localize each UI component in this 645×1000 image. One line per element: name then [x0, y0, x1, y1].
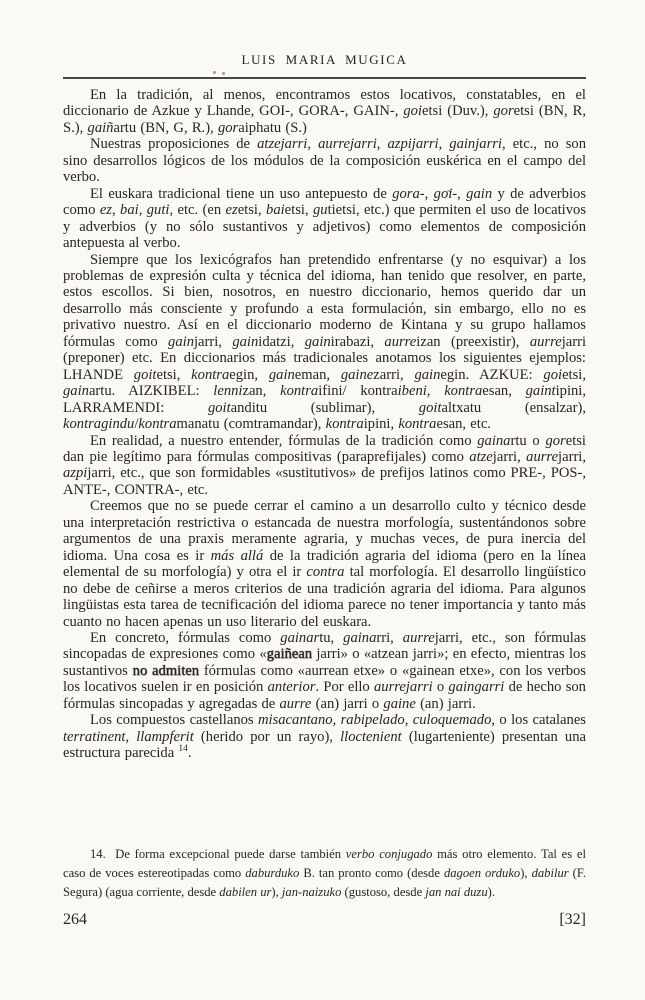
text-segment: (gustoso, desde [341, 885, 426, 899]
paragraph-creemos [63, 498, 586, 630]
text-segment: ipini, LARRAMENDI: [63, 383, 587, 416]
text-segment: . [187, 745, 192, 762]
text-segment: , [111, 202, 121, 219]
text-segment: (herido por un rayo), [193, 728, 341, 745]
text-segment: de hecho son fórmulas sincopadas y agregadas de [63, 679, 586, 712]
text-segment: gaint [525, 383, 556, 400]
text-segment: bai [120, 202, 139, 219]
paragraph-compuestos [63, 712, 586, 761]
text-segment: dabilen ur [219, 885, 272, 899]
text-segment: kontra [280, 383, 319, 400]
text-segment: gaingarri [448, 679, 505, 696]
text-segment: En concreto, fórmulas como [90, 629, 281, 646]
footnote-14 [63, 845, 586, 902]
text-segment: , [376, 136, 388, 153]
text-segment: ez [99, 202, 112, 219]
text-segment: bai [266, 202, 285, 219]
text-segment: goi [403, 103, 422, 120]
text-segment: verbo conjugado [345, 847, 433, 861]
text-segment: . Por ello [315, 679, 374, 696]
text-segment: llampferit [136, 728, 194, 745]
text-segment: kontra [325, 416, 364, 433]
text-segment: gainar [280, 629, 320, 646]
text-segment: manatu (comtramandar), [176, 416, 326, 433]
text-segment: eman, [294, 366, 341, 383]
text-segment: ifini/ kontra [318, 383, 398, 400]
text-segment: tal morfología. El desarrollo lingüístico no debe de ceñirse a meros criterios de una tradición agraria del idioma. Para algunos lingüistas esta tarea de tecnificación del idioma parece no tener importancia y tanto más cuanto no hacen apenas un uso literario del euskara. [63, 564, 586, 630]
paragraph-en-concreto [63, 630, 586, 712]
text-segment: jarri» o «atzean jarri»; en efecto, mientras los sustantivos [63, 646, 587, 679]
text-segment: , o los catalanes [491, 712, 586, 729]
text-segment: ), [271, 885, 282, 899]
text-segment: gaiñ [87, 119, 114, 136]
text-segment: 14. De forma excepcional puede darse también [90, 847, 346, 861]
text-segment: etsi, [156, 366, 192, 383]
text-segment: jarri (preponer) etc. En diccionarios más tradicionales anotamos los siguientes ejemplos: LHANDE [63, 333, 587, 383]
text-segment: gora- [392, 185, 425, 202]
page-body [63, 87, 586, 762]
text-segment: gor [217, 119, 239, 136]
text-segment: zarri, [373, 366, 415, 383]
text-segment: kontra [444, 383, 483, 400]
text-segment: idatzi, [258, 333, 305, 350]
text-segment: esan, [482, 383, 526, 400]
text-segment: rtu o [510, 432, 546, 449]
text-segment: aurrejarri [318, 136, 377, 153]
text-segment: gu [312, 202, 328, 219]
text-segment: , etc. (en [169, 202, 226, 219]
text-segment: esan, etc. [436, 416, 491, 433]
text-segment: (F. Segura) (agua corriente, desde [63, 866, 586, 899]
text-segment: , [424, 185, 434, 202]
text-segment: etsi dan pie legítimo para fórmulas compositivas (paraprefijales) como [63, 432, 586, 465]
text-segment: artu (BN, G, R.), [113, 119, 218, 136]
text-segment: ). [487, 885, 495, 899]
text-segment: goit [418, 399, 442, 416]
text-segment: etsi, [237, 202, 267, 219]
text-segment: aurrejarri [373, 679, 433, 696]
paragraph-lexicografos [63, 252, 586, 433]
text-segment: gain [304, 333, 331, 350]
text-segment: azpijarri [387, 136, 439, 153]
text-segment: anterior [267, 679, 316, 696]
text-segment: goi [543, 366, 563, 383]
text-segment: jarri, [558, 448, 587, 465]
text-segment: misacantano [257, 712, 333, 729]
footnote-block [63, 845, 586, 902]
text-segment: anditu (sublimar), [230, 399, 419, 416]
text-segment: fórmulas como «aurrean etxe» o «gainean etxe», con los verbos los locativos suelen ir en posición [63, 662, 586, 696]
text-segment: azpi [63, 465, 88, 482]
text-segment: gaine [383, 695, 416, 712]
text-segment: etsi, [284, 202, 313, 219]
text-segment: , [426, 383, 445, 400]
text-segment: goi- [433, 185, 458, 202]
paragraph-euskara-tradicional [63, 186, 586, 252]
text-segment: ipini, [363, 416, 399, 433]
text-segment: ibeni [397, 383, 427, 400]
text-segment: guti [146, 202, 170, 219]
text-segment: gainjarri [449, 136, 502, 153]
text-segment: gor [545, 432, 566, 449]
text-segment: terratinent [63, 728, 126, 745]
text-segment: atze [469, 448, 493, 465]
text-segment: atzejarri [257, 136, 308, 153]
text-segment: , [307, 136, 319, 153]
text-segment: jarri, etc., que son formidables «sustitutivos» de prefijos latinos como PRE-, POS-, ANTE-, CONTRA-, etc. [63, 465, 586, 498]
text-segment: gain [232, 333, 259, 350]
text-segment: lenni [213, 383, 243, 400]
text-segment: egin, [229, 366, 269, 383]
paragraph-en-realidad [63, 433, 586, 499]
text-segment: rri, [376, 629, 403, 646]
text-segment: no admiten [132, 662, 200, 679]
text-segment: de la tradición agraria del idioma (pero en la línea elemental de su morfología) y otra el ir [63, 547, 587, 581]
text-segment: gain [168, 333, 194, 350]
running-header [63, 52, 586, 68]
text-segment: lloctenient [340, 728, 402, 745]
text-segment: kontragindu [63, 416, 135, 433]
text-segment: izan (preexistir), [416, 333, 530, 350]
text-segment: jarri, [194, 333, 233, 350]
text-segment: goit [207, 399, 231, 416]
text-segment: gor [493, 103, 514, 120]
header-rule [63, 77, 586, 79]
text-segment: aurre [529, 333, 562, 350]
text-segment: contra [306, 564, 345, 581]
text-segment: aurre [279, 695, 312, 712]
text-segment: jarri, [492, 448, 527, 465]
page-number: 264 [63, 911, 87, 928]
page-footer [63, 911, 586, 929]
text-segment: , [125, 728, 137, 745]
paragraph-tradition-locatives [63, 87, 586, 136]
text-segment: artu. AIZKIBEL: [88, 383, 214, 400]
text-segment: El euskara tradicional tiene un uso antepuesto de [90, 185, 393, 202]
text-segment: irabazi, [330, 333, 385, 350]
text-segment: dagoen orduko [443, 866, 521, 880]
scan-artifact [222, 72, 225, 75]
text-segment: y de adverbios como [63, 185, 586, 219]
text-segment: aiphatu (S.) [238, 119, 307, 136]
text-segment: / [134, 416, 139, 433]
text-segment: gaiñean [266, 646, 313, 663]
text-segment: En la tradición, al menos, encontramos estos locativos, constatables, en el diccionario de Azkue y Lhande, GOI-, GORA-, GAIN-, [63, 87, 586, 120]
text-segment: , [138, 202, 147, 219]
text-segment: gain [414, 366, 441, 383]
running-header-title: LUIS MARIA MUGICA [241, 52, 408, 67]
text-segment: egin. AZKUE: [440, 366, 544, 383]
text-segment: altxatu (ensalzar), [441, 399, 586, 416]
text-segment: , [332, 712, 341, 729]
text-segment: 14 [178, 744, 188, 755]
paragraph-proposiciones [63, 136, 586, 185]
text-segment: aurre [402, 629, 435, 646]
text-segment: zan, [242, 383, 281, 400]
issue-number: [32] [559, 911, 586, 928]
text-segment: Los compuestos castellanos [90, 712, 258, 729]
text-segment: culoquemado [412, 712, 492, 729]
text-segment: kontra [398, 416, 437, 433]
text-segment: (an) jarri o [311, 695, 384, 712]
text-segment: rabipelado [340, 712, 405, 729]
text-segment: gaina [477, 432, 511, 449]
text-segment: gain [268, 366, 295, 383]
text-segment: Siempre que los lexicógrafos han pretendido enfrentarse (y no esquivar) a los problemas de expresión culta y técnica del idioma, han tenido que resolver, en parte, estos escollos. Si bien, nosotros, en nuestro diccionario, hemos querido dar un desarrollo más consciente y profundo a esta formulación, sin embargo, ello no es privativo nuestro. Así en el diccionario moderno de Kintana y su grupo hallamos fórmulas como [63, 251, 586, 350]
text-segment: kontra [138, 416, 177, 433]
text-segment: tu, [319, 629, 344, 646]
text-segment: jan-naizuko [281, 885, 342, 899]
text-segment: aurre [526, 448, 559, 465]
text-segment: gain [466, 185, 493, 202]
text-segment: Nuestras proposiciones de [90, 136, 258, 153]
text-segment: tietsi, etc.) que permiten el uso de locativos y adverbios (y no sólo sustantivos y adjetivos) como elementos de composición antepuesta al verbo. [63, 202, 587, 252]
text-segment: (an) jarri. [415, 695, 476, 712]
text-segment: jarri, etc., son fórmulas sincopadas de expresiones como « [63, 629, 586, 663]
text-segment: más allá [210, 547, 264, 564]
text-segment: etsi (BN, R, S.), [63, 103, 586, 136]
scan-artifact [213, 71, 216, 74]
text-segment: , [457, 185, 467, 202]
text-segment: dabilur [531, 866, 569, 880]
text-segment: B. tan pronto como (desde [299, 866, 444, 880]
text-segment: Creemos que no se puede cerrar el camino a un desarrollo culto y técnico desde una interpretación restrictiva o estancada de nuestra morfología, sustentándonos sobre argumentos de una praxis meramente agraria, y muchas veces, de pura inercia del idioma. Una cosa es ir [63, 498, 586, 564]
text-segment: aurre [384, 333, 417, 350]
text-segment: gain [63, 383, 89, 400]
text-segment: , etc., no son sino desarrollos lógicos de los módulos de la composición euskérica en el campo del verbo. [63, 136, 586, 186]
text-segment: En realidad, a nuestro entender, fórmulas de la tradición como [90, 432, 478, 449]
text-segment: etsi, [562, 366, 586, 383]
text-segment: ), [520, 866, 532, 880]
text-segment: (lugarteniente) presentan una estructura parecida [63, 728, 586, 762]
text-segment: goit [133, 366, 157, 383]
text-segment: kontra [191, 366, 230, 383]
text-segment: , [438, 136, 450, 153]
text-segment: etsi (Duv.), [421, 103, 494, 120]
text-segment: o [432, 679, 449, 696]
text-segment: , [404, 712, 413, 729]
text-segment: daburduko [245, 866, 300, 880]
text-segment: gaina [343, 629, 377, 646]
text-segment: más otro elemento. Tal es el caso de voces estereotipadas como [63, 847, 586, 880]
text-segment: gaine [340, 366, 374, 383]
text-segment: jan nai duzu [425, 885, 488, 899]
text-segment: ez [225, 202, 238, 219]
